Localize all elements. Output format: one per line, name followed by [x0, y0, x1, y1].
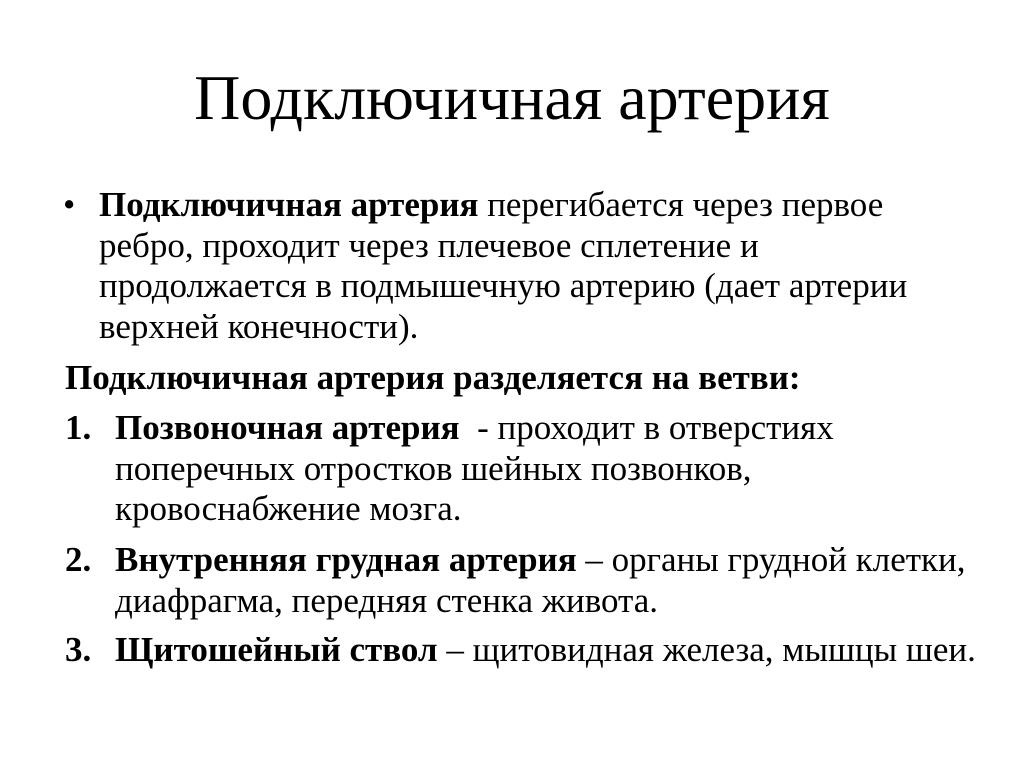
- list-item-line: [115, 630, 976, 671]
- bullet-text: [99, 185, 907, 347]
- bullet-line-1: [99, 185, 907, 226]
- list-item-line: диафрагма, передняя стенка живота.: [115, 580, 659, 620]
- list-item-line-rest: – органы грудной клетки,: [576, 540, 966, 579]
- list-item-number: 1.: [65, 408, 92, 447]
- list-item-line: поперечных отростков шейных позвонков,: [115, 448, 752, 488]
- bullet-line-2: ребро, проходит через плечевое сплетение и: [99, 225, 759, 265]
- bullet-marker: •: [63, 185, 76, 224]
- bullet-line-3: продолжается в подмышечную артерию (дает артерии: [99, 266, 908, 305]
- list-item-line: [115, 540, 966, 581]
- bullet-line-4: верхней конечности).: [99, 306, 419, 346]
- list-item-line: [115, 408, 834, 449]
- bullet-line-1-rest: перегибается через первое: [478, 185, 884, 224]
- bullet-lead: Подключичная артерия: [99, 185, 479, 224]
- list-item-lead: Щитошейный ствол: [115, 630, 438, 669]
- list-item-lead: Позвоночная артерия: [115, 408, 460, 447]
- list-item-text: [115, 408, 834, 530]
- branches-heading: Подключичная артерия разделяется на ветви:: [65, 358, 801, 397]
- list-item-number: 3.: [65, 630, 92, 669]
- slide-title: Подключичная артерия: [194, 62, 830, 133]
- list-item-number: 2.: [65, 540, 92, 579]
- list-item-line: кровоснабжение мозга.: [115, 489, 462, 528]
- list-item-line-rest: – щитовидная железа, мышцы шеи.: [437, 630, 976, 669]
- list-item-lead: Внутренняя грудная артерия: [115, 540, 577, 579]
- list-item-line-rest: - проходит в отверстиях: [459, 408, 834, 447]
- list-item-text: [115, 540, 966, 621]
- list-item-text: [115, 630, 976, 671]
